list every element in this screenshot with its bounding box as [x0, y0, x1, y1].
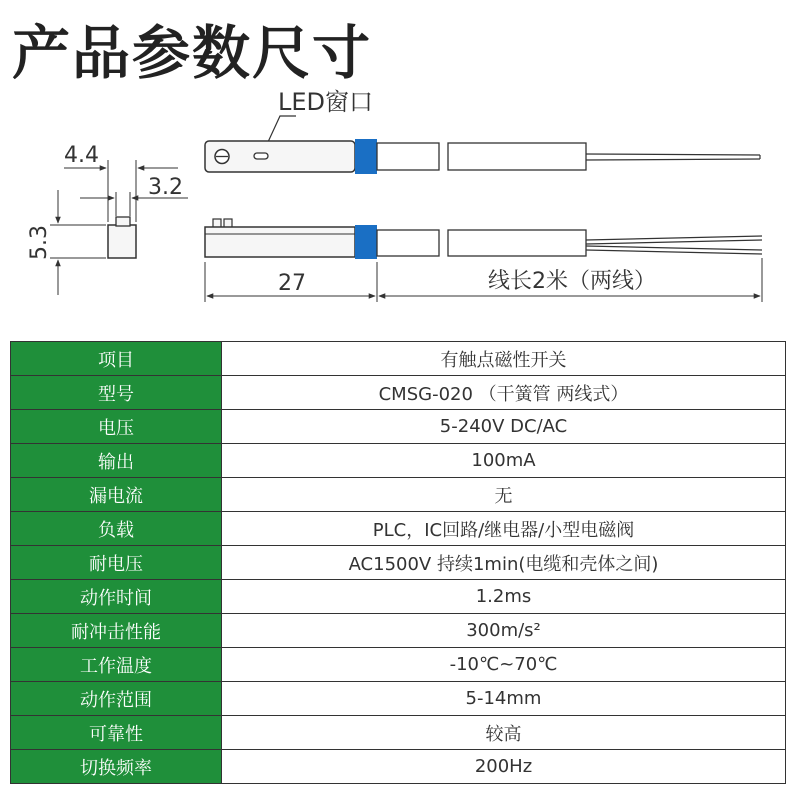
dim-inner — [80, 175, 188, 216]
spec-value: 300m/s² — [222, 614, 786, 648]
sensor-side-view — [205, 219, 762, 259]
table-row — [11, 682, 786, 716]
sensor-end-view — [108, 217, 136, 258]
dim-cable-label: 线长2米（两线） — [488, 269, 656, 294]
spec-key: 漏电流 — [11, 478, 222, 512]
table-row — [11, 478, 786, 512]
table-row — [11, 546, 786, 580]
led-window — [254, 153, 268, 159]
table-row — [11, 648, 786, 682]
spec-key: 工作温度 — [11, 648, 222, 682]
spec-key: 切换频率 — [11, 750, 222, 784]
table-row — [11, 444, 786, 478]
blue-cap-side — [355, 225, 377, 259]
spec-value: AC1500V 持续1min(电缆和壳体之间) — [222, 546, 786, 580]
table-row — [11, 512, 786, 546]
table-row — [11, 716, 786, 750]
spec-key: 动作范围 — [11, 682, 222, 716]
spec-value: 100mA — [222, 444, 786, 478]
dim-inner-label: 3.2 — [148, 175, 183, 200]
dim-cable — [379, 258, 762, 302]
table-row — [11, 376, 786, 410]
table-row — [11, 410, 786, 444]
spec-key: 输出 — [11, 444, 222, 478]
spec-value: 有触点磁性开关 — [222, 342, 786, 376]
spec-value: 1.2ms — [222, 580, 786, 614]
spec-value: -10℃~70℃ — [222, 648, 786, 682]
spec-key: 型号 — [11, 376, 222, 410]
spec-key: 动作时间 — [11, 580, 222, 614]
dim-length — [205, 262, 377, 302]
table-row — [11, 580, 786, 614]
spec-value: 较高 — [222, 716, 786, 750]
table-row — [11, 750, 786, 784]
spec-key: 负载 — [11, 512, 222, 546]
spec-table — [10, 341, 786, 784]
spec-value: PLC，IC回路/继电器/小型电磁阀 — [222, 512, 786, 546]
spec-key: 项目 — [11, 342, 222, 376]
sensor-top-view — [205, 139, 760, 174]
spec-value: 无 — [222, 478, 786, 512]
page-title: 产品参数尺寸 — [12, 19, 373, 87]
dim-height — [27, 190, 106, 295]
spec-value: 5-14mm — [222, 682, 786, 716]
blue-cap — [355, 139, 377, 174]
table-row — [11, 342, 786, 376]
dim-length-label: 27 — [278, 271, 306, 296]
spec-key: 电压 — [11, 410, 222, 444]
spec-key: 耐电压 — [11, 546, 222, 580]
led-window-label: LED窗口 — [278, 88, 374, 116]
spec-key: 可靠性 — [11, 716, 222, 750]
spec-value: 5-240V DC/AC — [222, 410, 786, 444]
dim-height-label: 5.3 — [27, 225, 52, 260]
table-row — [11, 614, 786, 648]
spec-value: 200Hz — [222, 750, 786, 784]
dim-width-label: 4.4 — [64, 143, 99, 168]
spec-key: 耐冲击性能 — [11, 614, 222, 648]
spec-value: CMSG-020 （干簧管 两线式） — [222, 376, 786, 410]
dimension-drawing — [0, 0, 800, 330]
